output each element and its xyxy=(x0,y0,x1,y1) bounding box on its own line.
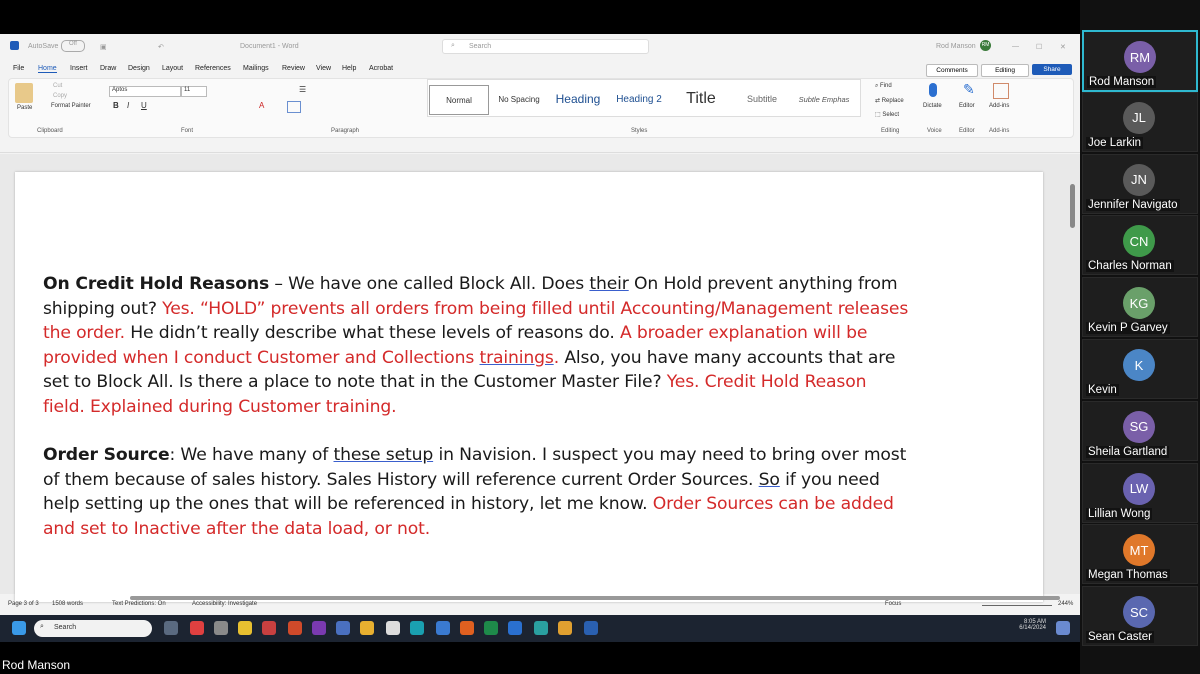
document-area xyxy=(0,154,1080,594)
tab-insert[interactable]: Insert xyxy=(70,65,88,72)
app-icon-6[interactable] xyxy=(436,621,450,635)
participant-tile[interactable] xyxy=(1082,463,1198,523)
app-icon-4[interactable] xyxy=(386,621,400,635)
user-avatar[interactable]: RM xyxy=(980,40,991,51)
avatar: JL xyxy=(1123,102,1155,134)
participant-name: Jennifer Navigato xyxy=(1088,198,1178,211)
avatar: MT xyxy=(1123,534,1155,566)
app-icon-5[interactable] xyxy=(410,621,424,635)
font-name-select[interactable]: Aptos xyxy=(109,86,181,97)
heading-order-source: Order Source xyxy=(43,445,170,465)
italic-button[interactable]: I xyxy=(127,101,130,110)
settings-icon[interactable] xyxy=(214,621,228,635)
paste-icon[interactable] xyxy=(15,83,33,103)
bold-button[interactable]: B xyxy=(113,101,119,110)
zoom-level[interactable]: 244% xyxy=(1058,601,1074,607)
style-subtle-emphasis[interactable]: Subtle Emphas xyxy=(798,94,850,104)
select-icon: ⬚ xyxy=(875,112,883,118)
word-logo-icon xyxy=(10,41,19,50)
paragraph-order-source: Order Source: We have many of these setup in Navision. I suspect you may need to bring over most of them because of sales history. Sales History will reference current Order Sources. So if you need help setting up the ones that will be referenced in history, let me know. Order Sources can be added and set to Inactive after the data load, or not. xyxy=(43,445,907,539)
select-button[interactable]: ⬚ Select xyxy=(875,112,900,118)
taskbar-search-label: Search xyxy=(54,624,77,631)
style-subtitle[interactable]: Subtitle xyxy=(746,94,778,104)
participant-tile[interactable] xyxy=(1082,586,1198,646)
group-editor: Editor xyxy=(959,128,975,134)
tab-view[interactable]: View xyxy=(316,65,332,72)
style-heading[interactable]: Heading xyxy=(555,92,601,106)
avatar: LW xyxy=(1123,473,1155,505)
undo-icon[interactable]: ↶ xyxy=(158,44,164,51)
tab-mailings[interactable]: Mailings xyxy=(243,65,269,72)
format-painter-button[interactable]: Format Painter xyxy=(51,103,91,109)
group-editing: Editing xyxy=(881,128,900,134)
tab-file[interactable]: File xyxy=(13,65,25,72)
participant-tile[interactable] xyxy=(1082,215,1198,275)
chat-icon[interactable] xyxy=(190,621,204,635)
avatar: K xyxy=(1123,349,1155,381)
minimize-icon[interactable]: — xyxy=(1012,43,1019,50)
tab-references[interactable]: References xyxy=(195,65,231,72)
search-box[interactable] xyxy=(442,39,649,54)
find-icon: ⌕ xyxy=(875,83,881,89)
tab-design[interactable]: Design xyxy=(128,65,150,72)
app-icon-2[interactable] xyxy=(288,621,302,635)
search-icon: ⌕ xyxy=(451,42,455,49)
status-bar xyxy=(0,601,1080,613)
taskbar-search[interactable] xyxy=(34,620,152,637)
focus-button[interactable]: Focus xyxy=(885,601,902,607)
app-icon-7[interactable] xyxy=(584,621,598,635)
replace-button[interactable]: ⇄ Replace xyxy=(875,98,904,104)
style-heading-2[interactable]: Heading 2 xyxy=(616,93,662,105)
page-count[interactable]: Page 3 of 3 xyxy=(8,601,39,607)
close-icon[interactable]: ✕ xyxy=(1060,44,1066,51)
avatar: JN xyxy=(1123,164,1155,196)
participant-name: Kevin xyxy=(1088,384,1117,396)
save-icon[interactable]: ▣ xyxy=(100,44,107,51)
horizontal-scrollbar[interactable] xyxy=(130,596,1060,600)
group-styles: Styles xyxy=(631,128,648,134)
tab-draw[interactable]: Draw xyxy=(100,65,117,72)
participant-name: Sheila Gartland xyxy=(1088,445,1168,458)
windows-start-icon[interactable] xyxy=(12,621,26,635)
align-left-button[interactable] xyxy=(287,101,301,113)
accessibility-status[interactable]: Accessibility: Investigate xyxy=(192,601,258,607)
shared-screen xyxy=(0,34,1080,642)
group-addins: Add-ins xyxy=(989,128,1010,134)
chrome-icon[interactable] xyxy=(558,621,572,635)
word-count[interactable]: 1508 words xyxy=(52,601,84,607)
paragraph-credit-hold: On Credit Hold Reasons – We have one called Block All. Does their On Hold prevent anything from shipping out? Yes. “HOLD” prevents all orders from being filled until Accounting/Management releases the order. He didn’t really describe what these levels of reasons do. A broader explanation will be provided when I conduct Customer and Collections trainings. Also, you have many accounts that are set to Block All. Is there a place to note that in the Customer Master File? Yes. Credit Hold Reason field. Explained during Customer training. xyxy=(43,274,909,417)
participant-name: Lillian Wong xyxy=(1088,507,1151,520)
font-color-button[interactable]: A xyxy=(259,101,265,110)
group-paragraph: Paragraph xyxy=(331,128,360,134)
editing-button[interactable]: Editing xyxy=(981,64,1029,77)
group-font: Font xyxy=(181,128,194,134)
avatar: CN xyxy=(1123,225,1155,257)
onenote-icon[interactable] xyxy=(312,621,326,635)
edge-icon[interactable] xyxy=(534,621,548,635)
avatar: KG xyxy=(1123,287,1155,319)
underline-button[interactable]: U xyxy=(141,101,147,110)
tab-acrobat[interactable]: Acrobat xyxy=(369,65,394,72)
participant-tile[interactable] xyxy=(1082,30,1198,92)
ruler[interactable] xyxy=(0,138,1080,153)
autosave-toggle[interactable]: Off xyxy=(61,40,85,52)
copy-button[interactable]: Copy xyxy=(53,93,68,99)
participant-name: Megan Thomas xyxy=(1088,569,1168,582)
ribbon xyxy=(8,78,1074,138)
search-icon: ⌕ xyxy=(40,623,44,630)
active-speaker-name: Rod Manson xyxy=(2,658,71,672)
vertical-scrollbar[interactable] xyxy=(1070,184,1075,228)
file-explorer-icon[interactable] xyxy=(360,621,374,635)
participant-tile[interactable] xyxy=(1082,92,1198,152)
avatar: SG xyxy=(1123,411,1155,443)
paste-button[interactable]: Paste xyxy=(17,105,33,111)
share-button[interactable]: Share xyxy=(1032,64,1072,75)
excel-icon[interactable] xyxy=(484,621,498,635)
editor-button[interactable]: Editor xyxy=(959,103,975,109)
app-icon-1[interactable] xyxy=(262,621,276,635)
microphone-icon[interactable] xyxy=(929,83,937,97)
outlook-icon[interactable] xyxy=(508,621,522,635)
search-placeholder: Search xyxy=(469,43,492,50)
style-no-spacing[interactable]: No Spacing xyxy=(498,94,540,104)
participant-name: Rod Manson xyxy=(1089,76,1155,88)
style-normal[interactable]: Normal xyxy=(429,85,489,115)
participant-tile[interactable] xyxy=(1082,401,1198,461)
clock-date: 6/14/2024 xyxy=(1019,625,1046,631)
participant-tile[interactable] xyxy=(1082,339,1198,399)
group-clipboard: Clipboard xyxy=(37,128,63,134)
document-title: Document1 - Word xyxy=(240,43,299,50)
document-body[interactable] xyxy=(43,272,913,541)
addins-icon[interactable] xyxy=(993,83,1009,99)
dictate-button[interactable]: Dictate xyxy=(923,103,942,109)
participant-tile[interactable] xyxy=(1082,154,1198,214)
task-view-icon[interactable] xyxy=(164,621,178,635)
cut-button[interactable]: Cut xyxy=(53,83,63,89)
text-predictions[interactable]: Text Predictions: On xyxy=(112,601,166,607)
zoom-slider[interactable] xyxy=(982,605,1052,606)
app-icon-3[interactable] xyxy=(336,621,350,635)
tab-layout[interactable]: Layout xyxy=(162,65,184,72)
avatar: RM xyxy=(1124,41,1156,73)
tab-review[interactable]: Review xyxy=(282,65,305,72)
user-name: Rod Manson xyxy=(936,43,976,50)
clock-time: 8:05 AM xyxy=(1023,619,1046,625)
weather-icon[interactable] xyxy=(238,621,252,635)
group-voice: Voice xyxy=(927,128,942,134)
notification-icon[interactable] xyxy=(1056,621,1070,635)
windows-taskbar xyxy=(0,615,1080,642)
ribbon-tabs xyxy=(0,62,1080,76)
bullets-button[interactable]: ☰ xyxy=(299,85,307,94)
participant-name: Sean Caster xyxy=(1088,631,1152,644)
participant-tile[interactable] xyxy=(1082,524,1198,584)
participant-tile[interactable] xyxy=(1082,277,1198,337)
autosave-label: AutoSave xyxy=(28,43,59,50)
maximize-icon[interactable]: ☐ xyxy=(1036,44,1043,51)
addins-button[interactable]: Add-ins xyxy=(989,103,1010,109)
tab-home[interactable]: Home xyxy=(38,65,57,72)
heading-credit-hold: On Credit Hold Reasons xyxy=(43,274,270,294)
replace-icon: ⇄ xyxy=(875,98,882,104)
word-title-bar xyxy=(0,34,1080,60)
participant-name: Kevin P Garvey xyxy=(1088,322,1168,335)
participants-panel xyxy=(1080,0,1200,674)
tab-help[interactable]: Help xyxy=(342,65,357,72)
participant-name: Charles Norman xyxy=(1088,260,1172,273)
editor-icon[interactable]: ✎ xyxy=(963,81,975,97)
style-title[interactable]: Title xyxy=(686,90,716,107)
find-button[interactable]: ⌕ Find xyxy=(875,83,892,89)
participant-name: Joe Larkin xyxy=(1088,136,1142,149)
comments-button[interactable]: Comments xyxy=(926,64,978,77)
font-size-select[interactable]: 11 xyxy=(181,86,207,97)
clock[interactable] xyxy=(1012,619,1046,631)
avatar: SC xyxy=(1123,596,1155,628)
firefox-icon[interactable] xyxy=(460,621,474,635)
